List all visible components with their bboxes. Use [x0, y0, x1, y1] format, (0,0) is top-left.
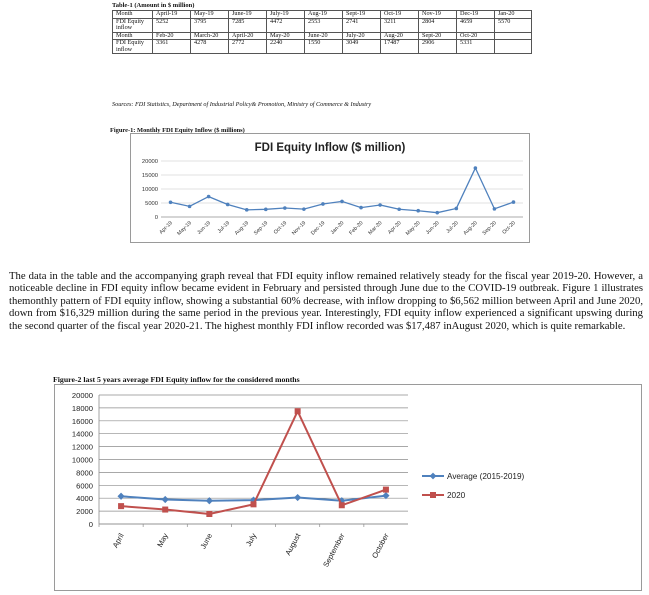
table-title: Table-1 (Amount in $ million)	[112, 2, 195, 9]
data-point	[359, 206, 363, 210]
value-cell: 4472	[267, 18, 305, 32]
y-tick-label: 12000	[71, 442, 93, 452]
x-tick-label: Apr-20	[387, 220, 403, 236]
value-cell: 1550	[305, 40, 343, 54]
data-point	[295, 408, 301, 414]
month-cell: April-19	[153, 11, 191, 19]
data-point	[169, 200, 173, 204]
data-point	[378, 203, 382, 207]
y-tick-label: 10000	[141, 187, 158, 193]
data-point	[162, 507, 168, 513]
x-tick-label: April	[110, 531, 126, 550]
legend-label: 2020	[447, 491, 466, 500]
x-tick-label: Dec-19	[310, 220, 327, 237]
value-cell: 4659	[457, 18, 495, 32]
y-tick-label: 20000	[71, 391, 93, 400]
x-tick-label: Oct-20	[501, 220, 517, 236]
x-tick-label: May-19	[176, 220, 193, 237]
value-cell: 3211	[381, 18, 419, 32]
month-cell: Feb-20	[153, 32, 191, 40]
x-tick-label: Jan-20	[329, 220, 346, 236]
value-cell: 3049	[343, 40, 381, 54]
data-point	[118, 503, 124, 509]
data-point	[294, 494, 301, 501]
chart-title: FDI Equity Inflow ($ million)	[254, 142, 406, 154]
y-tick-label: 4000	[76, 494, 93, 504]
y-tick-label: 20000	[141, 159, 158, 165]
month-cell: May-20	[267, 32, 305, 40]
figure1-line-chart	[131, 134, 529, 242]
month-cell: April-20	[229, 32, 267, 40]
x-tick-label: Mar-20	[367, 220, 384, 237]
month-cell: Aug-20	[381, 32, 419, 40]
data-point	[245, 208, 249, 212]
data-point	[493, 207, 497, 211]
value-cell: 2772	[229, 40, 267, 54]
month-header-cell: Month	[113, 32, 153, 40]
month-cell: Jan-20	[495, 11, 532, 19]
x-tick-label: Nov-19	[290, 220, 308, 237]
month-cell: Aug-19	[305, 11, 343, 19]
fdi-table	[112, 10, 532, 54]
data-point	[474, 166, 478, 170]
data-point	[162, 496, 169, 503]
data-point	[188, 205, 192, 209]
x-tick-label: July	[243, 531, 259, 548]
month-cell: Sept-19	[343, 11, 381, 19]
y-tick-label: 15000	[141, 173, 158, 179]
value-cell: 2741	[343, 18, 381, 32]
data-point	[397, 207, 401, 211]
month-cell: Oct-20	[457, 32, 495, 40]
month-cell: Sept-20	[419, 32, 457, 40]
month-cell: Oct-19	[381, 11, 419, 19]
month-cell: Nov-19	[419, 11, 457, 19]
row-label-cell: FDI Equity inflow	[113, 18, 153, 32]
data-point	[251, 501, 257, 507]
y-tick-label: 18000	[71, 403, 93, 413]
paragraph-text: The data in the table and the accompanying graph reveal that FDI equity inflow remained relatively steady for the fiscal year 2019-20. However, a noticeable decline in FDI equity inflow became evident in February and persisted through June due to the COVID-19 outbreak. Figure 1 illustrates themonthly pattern of FDI equity inflow, showing a substantial 60% decrease, with inflow dropping to $6,562 million between April and June 2020, down from $16,329 million during the same period in the previous year. Interestingly, FDI equity inflow experienced a significant upswing during the second quarter of the fiscal year 2020-21. The highest monthly FDI inflow recorded was $17,487 inAugust 2020, which is quite remarkable.	[9, 270, 643, 332]
x-tick-label: May-20	[404, 220, 422, 237]
data-point	[383, 487, 389, 493]
value-cell: 2804	[419, 18, 457, 32]
value-cell: 7285	[229, 18, 267, 32]
x-tick-label: Oct-19	[272, 220, 289, 236]
data-point	[207, 195, 211, 199]
x-tick-label: Jun-20	[424, 220, 441, 236]
data-point	[435, 211, 439, 215]
x-tick-label: October	[370, 531, 391, 560]
data-point	[302, 207, 306, 211]
value-cell: 2553	[305, 18, 343, 32]
data-point	[340, 200, 344, 204]
month-cell: March-20	[191, 32, 229, 40]
legend-marker	[430, 473, 437, 480]
x-tick-label: September	[321, 531, 347, 569]
data-point	[283, 206, 287, 210]
x-tick-label: Aug-19	[233, 220, 251, 237]
data-point	[264, 208, 268, 212]
y-tick-label: 14000	[71, 429, 93, 439]
y-tick-label: 10000	[71, 455, 93, 465]
x-tick-label: June	[198, 531, 215, 551]
value-cell: 5570	[495, 18, 532, 32]
figure2-chart-frame	[54, 384, 642, 591]
x-tick-label: Jul-20	[445, 220, 460, 235]
month-cell: Dec-19	[457, 11, 495, 19]
table-value-row	[113, 18, 532, 32]
figure1-caption: Figure-1: Monthly FDI Equity Inflow ($ millions)	[110, 127, 245, 134]
body-paragraph	[9, 270, 643, 332]
y-tick-label: 6000	[76, 481, 93, 491]
figure2-caption: Figure-2 last 5 years average FDI Equity inflow for the considered months	[53, 375, 300, 384]
value-cell: 4278	[191, 40, 229, 54]
value-cell: 3795	[191, 18, 229, 32]
legend-label: Average (2015-2019)	[447, 472, 525, 481]
y-tick-label: 0	[154, 215, 158, 221]
data-point	[321, 202, 325, 206]
data-point	[117, 493, 124, 500]
value-cell: 2906	[419, 40, 457, 54]
month-cell: July-19	[267, 11, 305, 19]
month-cell: May-19	[191, 11, 229, 19]
x-tick-label: August	[283, 531, 303, 557]
figure1-chart-frame	[130, 133, 530, 243]
empty-cell	[495, 32, 532, 40]
month-cell: July-20	[343, 32, 381, 40]
legend-marker	[430, 492, 436, 498]
month-header-cell: Month	[113, 11, 153, 19]
value-cell: 3361	[153, 40, 191, 54]
data-point	[512, 200, 516, 204]
y-tick-label: 8000	[76, 468, 93, 478]
data-point	[226, 203, 230, 207]
x-tick-label: Jun-19	[196, 220, 213, 236]
month-cell: June-19	[229, 11, 267, 19]
x-tick-label: Jul-19	[216, 220, 232, 235]
x-tick-label: Feb-20	[348, 220, 365, 237]
table-value-row	[113, 40, 532, 54]
month-cell: June-20	[305, 32, 343, 40]
row-label-cell: FDI Equity inflow	[113, 40, 153, 54]
x-tick-label: May	[155, 531, 170, 549]
value-cell: 5331	[457, 40, 495, 54]
figure2-line-chart	[55, 385, 641, 590]
y-tick-label: 5000	[145, 201, 158, 207]
value-cell: 5252	[153, 18, 191, 32]
x-tick-label: Aug-20	[462, 220, 479, 237]
y-tick-label: 2000	[76, 507, 93, 517]
value-cell: 2240	[267, 40, 305, 54]
value-cell: 17487	[381, 40, 419, 54]
data-point	[455, 207, 459, 211]
empty-cell	[495, 40, 532, 54]
data-point	[206, 511, 212, 517]
table-month-row	[113, 11, 532, 19]
data-point	[416, 209, 420, 213]
y-tick-label: 16000	[71, 416, 93, 426]
x-tick-label: Sep-20	[481, 220, 498, 237]
x-tick-label: Apr-19	[158, 220, 174, 236]
table-sources: Sources: FDI Statistics, Department of Industrial Policy& Promotion, Ministry of Commerce & Industry	[112, 101, 372, 108]
y-tick-label: 0	[88, 520, 93, 529]
x-tick-label: Sep-19	[252, 220, 270, 237]
data-point	[339, 502, 345, 508]
